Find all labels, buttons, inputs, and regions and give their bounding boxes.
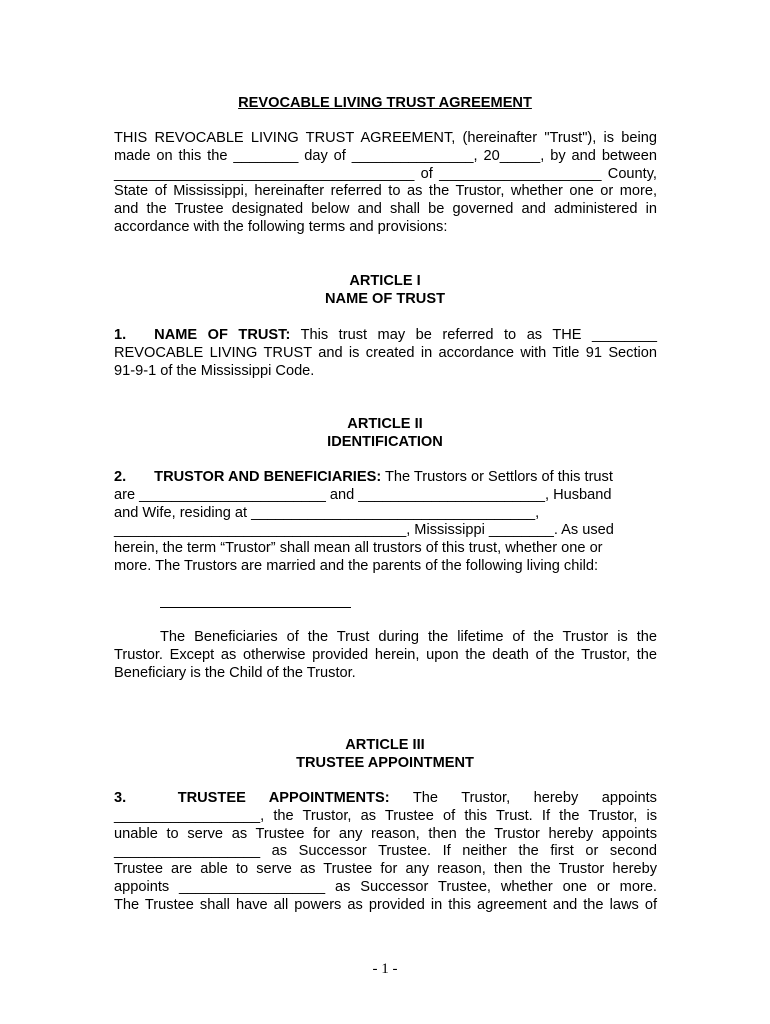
article-3-subheading: TRUSTEE APPOINTMENT bbox=[296, 755, 474, 771]
article-1-line: 91-9-1 of the Mississippi Code. bbox=[114, 362, 315, 379]
article-2-line: and Wife, residing at ___________________________________, bbox=[114, 504, 540, 521]
section-label: TRUSTEE APPOINTMENTS: bbox=[177, 790, 390, 806]
article-2-line: 2. TRUSTOR AND BENEFICIARIES: The Trustors or Settlors of this trust bbox=[114, 469, 613, 485]
article-1-paragraph bbox=[114, 327, 657, 380]
section-label: NAME OF TRUST: bbox=[154, 327, 291, 343]
article-3-paragraph bbox=[114, 790, 657, 915]
intro-line: State of Mississippi, hereinafter referred to as the Trustor, whether one or more, bbox=[114, 183, 657, 200]
article-3-line: appoints __________________ as Successor Trustee, whether one or more. bbox=[114, 878, 657, 895]
intro-line: THIS REVOCABLE LIVING TRUST AGREEMENT, (hereinafter "Trust"), is being bbox=[114, 130, 657, 146]
section-label: TRUSTOR AND BENEFICIARIES: bbox=[154, 469, 382, 485]
beneficiaries-line: The Beneficiaries of the Trust during the lifetime of the Trustor is the bbox=[160, 629, 657, 645]
intro-line: made on this the ________ day of _______________, 20_____, by and between bbox=[114, 147, 657, 164]
article-2-line: more. The Trustors are married and the parents of the following living child: bbox=[114, 557, 598, 574]
article-2-line: herein, the term “Trustor” shall mean all trustors of this trust, whether one or bbox=[114, 540, 603, 557]
section-number: 3. bbox=[114, 790, 127, 806]
child-name-blank bbox=[160, 607, 351, 608]
intro-line: _____________________________________ of ____________________ County, bbox=[114, 165, 657, 182]
section-number: 1. bbox=[114, 327, 127, 343]
article-2-line: ____________________________________, Mississippi ________. As used bbox=[114, 522, 614, 539]
beneficiaries-line: Beneficiary is the Child of the Trustor. bbox=[114, 664, 356, 681]
article-3-line: unable to serve as Trustee for any reason, then the Trustor hereby appoints bbox=[114, 825, 657, 842]
section-number: 2. bbox=[114, 469, 127, 485]
article-2-paragraph bbox=[114, 469, 657, 576]
intro-paragraph bbox=[114, 130, 657, 237]
article-1-subheading: NAME OF TRUST bbox=[325, 291, 445, 307]
article-3-heading: ARTICLE III bbox=[345, 737, 425, 753]
intro-line: accordance with the following terms and provisions: bbox=[114, 218, 448, 235]
article-1-line: 1. NAME OF TRUST: This trust may be referred to as THE ________ bbox=[114, 327, 657, 343]
article-2-subheading: IDENTIFICATION bbox=[327, 434, 443, 450]
article-3-line: 3. TRUSTEE APPOINTMENTS: The Trustor, hereby appoints bbox=[114, 790, 657, 806]
article-3-line: __________________, the Trustor, as Trustee of this Trust. If the Trustor, is bbox=[114, 807, 657, 824]
article-1-heading: ARTICLE I bbox=[349, 273, 421, 289]
article-3-line: The Trustee shall have all powers as provided in this agreement and the laws of bbox=[114, 896, 657, 913]
beneficiaries-paragraph bbox=[114, 629, 657, 682]
article-2-heading: ARTICLE II bbox=[347, 416, 423, 432]
article-3-line: Trustee are able to serve as Trustee for any reason, then the Trustor hereby bbox=[114, 861, 657, 878]
article-3-line: __________________ as Successor Trustee. If neither the first or second bbox=[114, 843, 657, 860]
article-1-line: REVOCABLE LIVING TRUST and is created in accordance with Title 91 Section bbox=[114, 344, 657, 361]
document-title: REVOCABLE LIVING TRUST AGREEMENT bbox=[238, 95, 532, 111]
article-2-line: are _______________________ and _______________________, Husband bbox=[114, 486, 612, 503]
intro-line: and the Trustee designated below and shall be governed and administered in bbox=[114, 201, 657, 218]
page-number: - 1 - bbox=[372, 961, 398, 977]
beneficiaries-line: Trustor. Except as otherwise provided herein, upon the death of the Trustor, the bbox=[114, 646, 657, 663]
